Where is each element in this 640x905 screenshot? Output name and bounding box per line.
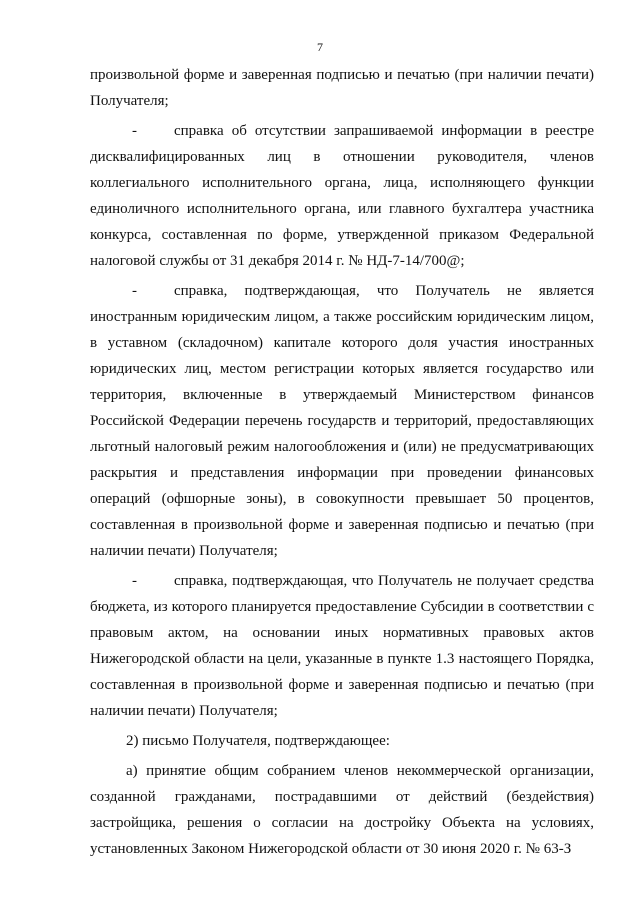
item-text: 2) письмо Получателя, подтверждающее: [126,733,390,749]
bullet-item-disqualified-registry [90,118,594,274]
bullet-dash: - [132,573,137,589]
page-number: 7 [317,40,323,54]
bullet-text: справка об отсутствии запрашиваемой информации в реестре дисквалифицированных лиц в отношении руководителя, членов коллегиального исполнительного органа, лица, исполняющего функции единоличного исполнительного органа, или главного бухгалтера участника конкурса, составленная по форме, утвержденной приказом Федеральной налоговой службы от 31 декабря 2014 г. № НД-7-14/700@; [90,123,594,269]
bullet-text: справка, подтверждающая, что Получатель не получает средства бюджета, из которого планируется предоставление Субсидии в соответствии с правовым актом, на основании иных нормативных правовых актов Нижегородской области на цели, указанные в пункте 1.3 настоящего Порядка, составленная в произвольной форме и заверенная подписью и печатью (при наличии печати) Получателя; [90,573,594,719]
document-body [90,62,594,866]
bullet-item-foreign-entity [90,278,594,564]
bullet-dash: - [132,123,137,139]
item-text: а) принятие общим собранием членов некоммерческой организации, созданной гражданами, пострадавшими от действий (бездействия) застройщика, решения о согласии на достройку Объекта на условиях, установленных Законом Нижегородской области от 30 июня 2020 г. № 63-З [90,763,594,857]
bullet-text: справка, подтверждающая, что Получатель не является иностранным юридическим лицом, а также российским юридическим лицом, в уставном (складочном) капитале которого доля участия иностранных юридических лиц, местом регистрации которых является государство или территория, включенные в утверждаемый Министерством финансов Российской Федерации перечень государств и территорий, предоставляющих льготный налоговый режим налогообложения и (или) не предусматривающих раскрытия и представления информации при проведении финансовых операций (офшорные зоны), в совокупности превышает 50 процентов, составленная в произвольной форме и заверенная подписью и печатью (при наличии печати) Получателя; [90,283,594,559]
paragraph-text: произвольной форме и заверенная подписью и печатью (при наличии печати) Получателя; [90,67,594,109]
lettered-item-a [90,758,594,862]
bullet-item-budget-funds [90,568,594,724]
paragraph-continuation [90,62,594,114]
bullet-dash: - [132,283,137,299]
numbered-item-letter [90,728,594,754]
